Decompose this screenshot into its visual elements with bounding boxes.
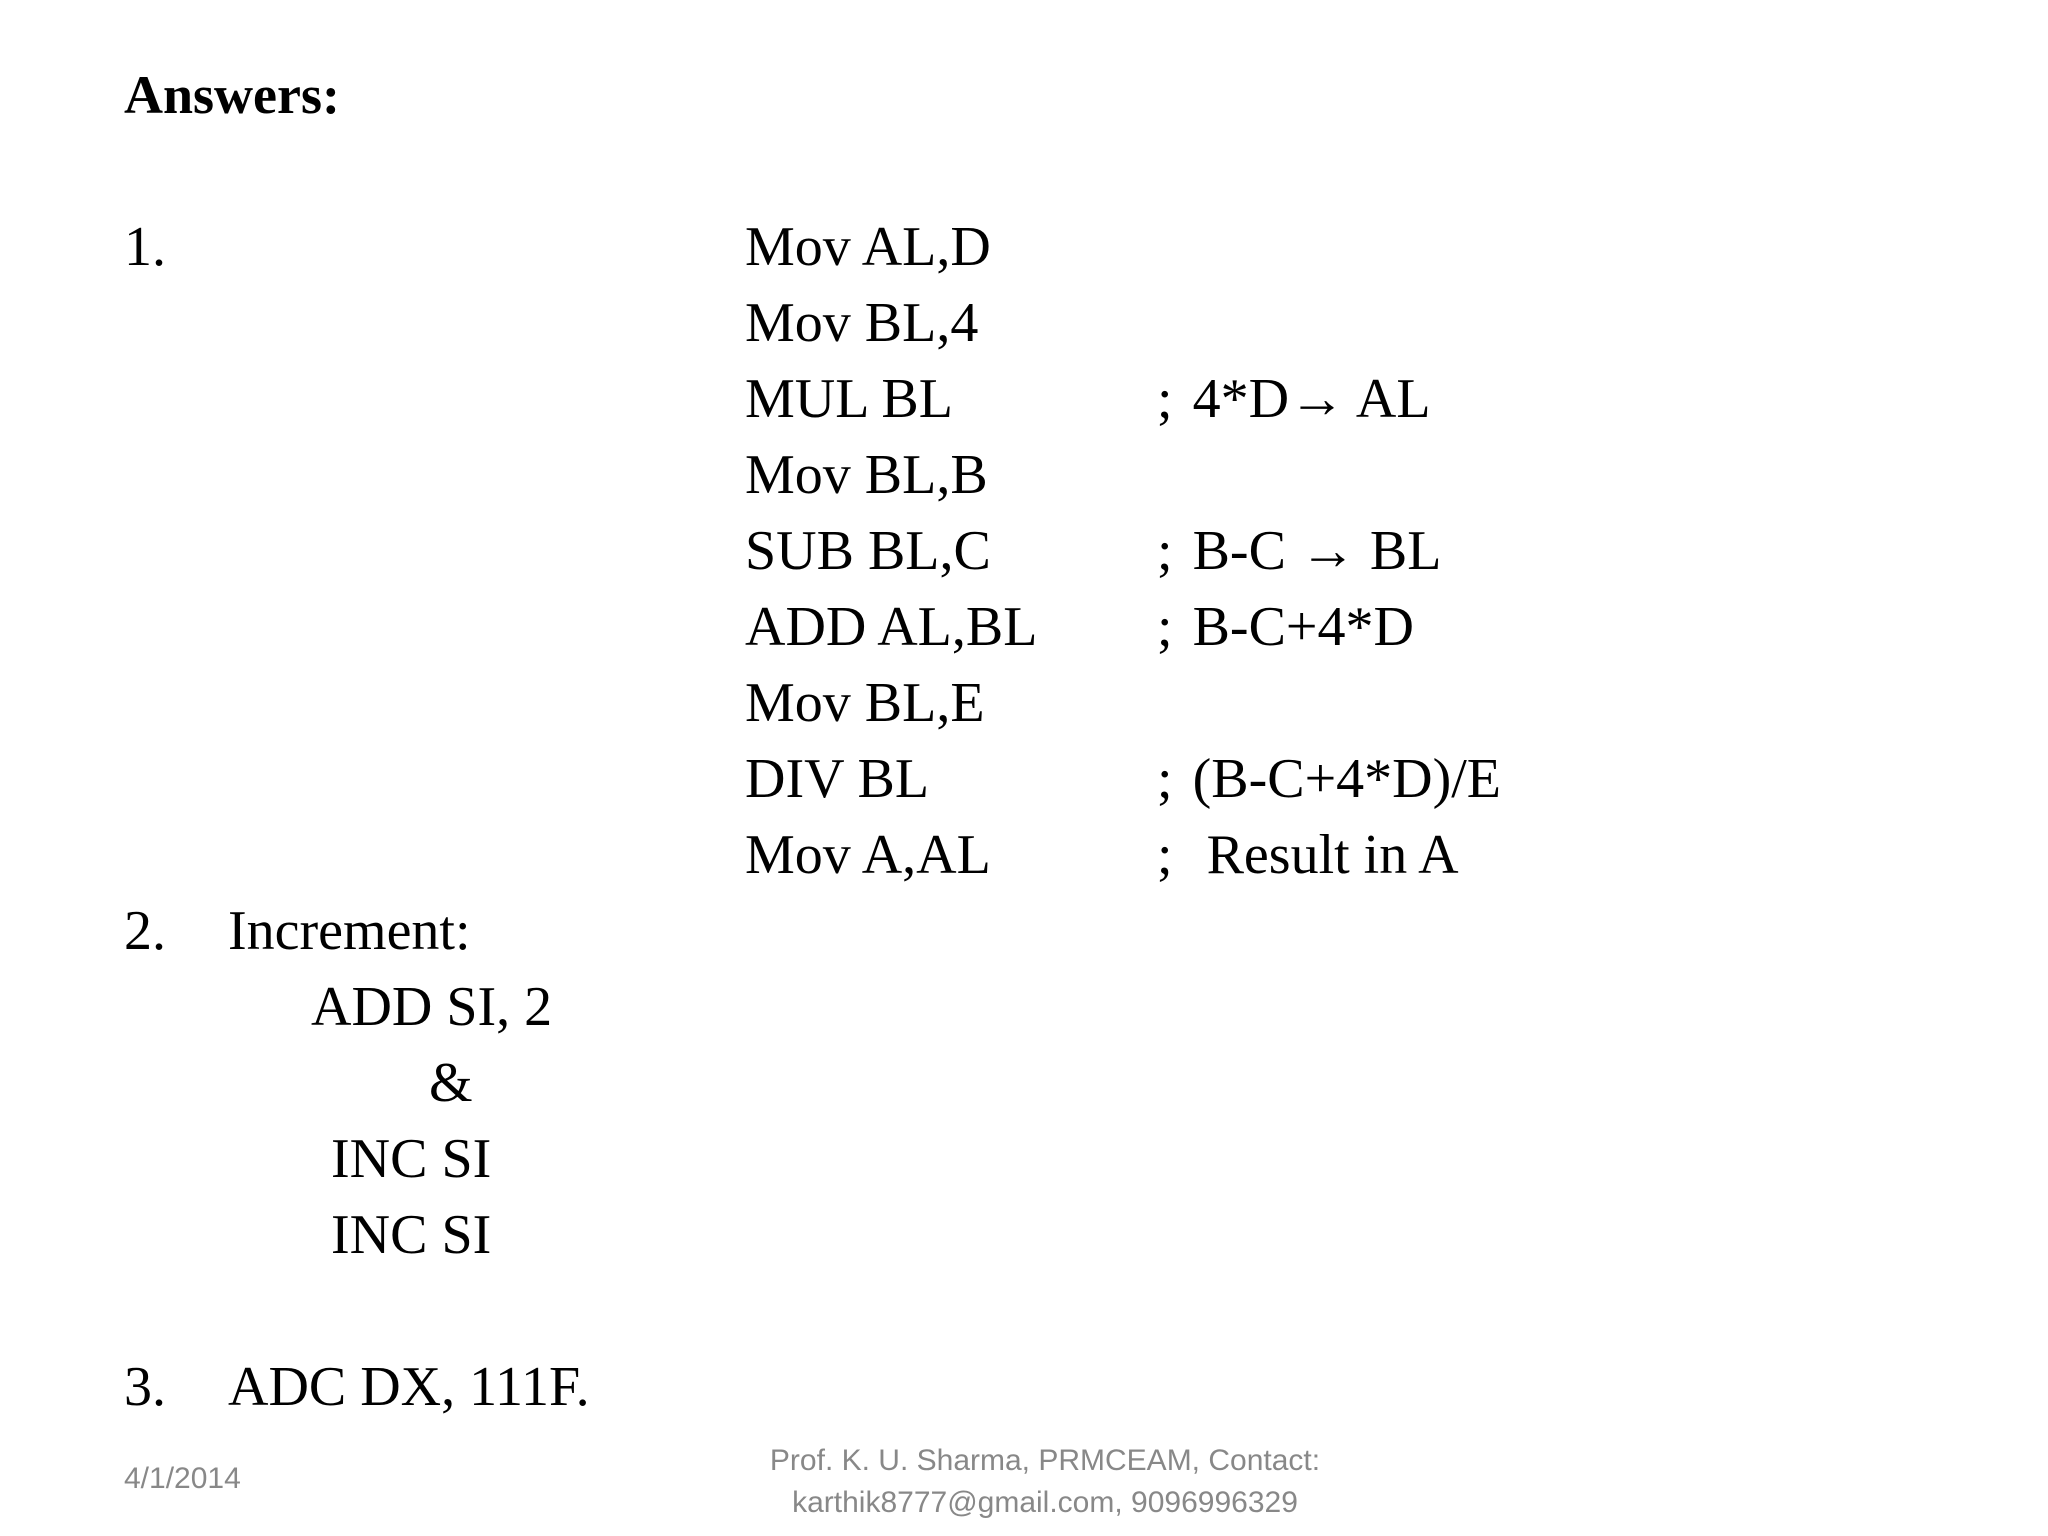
q1-number: 1. — [124, 216, 166, 278]
q2-instruction: INC SI — [331, 1128, 492, 1190]
q1-comment: ; B-C+4*D — [1157, 596, 1414, 658]
footer-date: 4/1/2014 — [124, 1462, 241, 1495]
q1-instruction: MUL BL — [745, 368, 953, 430]
q1-comment: ; 4*D→ AL — [1157, 368, 1431, 430]
q2-instruction: INC SI — [331, 1204, 492, 1266]
footer-credit-line: Prof. K. U. Sharma, PRMCEAM, Contact: — [769, 1444, 1321, 1477]
q3-text: ADC DX, 111F. — [228, 1356, 590, 1418]
q1-instruction: SUB BL,C — [745, 520, 991, 582]
footer-credit-line: karthik8777@gmail.com, 9096996329 — [792, 1486, 1298, 1519]
q1-instruction: Mov A,AL — [745, 824, 991, 886]
q1-instruction: Mov BL,E — [745, 672, 985, 734]
footer-credit — [540, 1440, 1550, 1524]
q2-instruction: ADD SI, 2 — [311, 976, 553, 1038]
q1-comment: ; B-C → BL — [1157, 520, 1442, 582]
slide-title: Answers: — [124, 65, 340, 125]
q1-instruction: Mov AL,D — [745, 216, 991, 278]
q2-number: 2. — [124, 900, 166, 962]
q1-instruction: Mov BL,4 — [745, 292, 979, 354]
q3-number: 3. — [124, 1356, 166, 1418]
q1-instruction: DIV BL — [745, 748, 930, 810]
q1-instruction: Mov BL,B — [745, 444, 988, 506]
q1-comment: ; Result in A — [1157, 824, 1459, 886]
q2-label: Increment: — [228, 900, 471, 962]
q1-comment: ; (B-C+4*D)/E — [1157, 748, 1501, 810]
q2-ampersand: & — [429, 1052, 473, 1114]
q1-instruction: ADD AL,BL — [745, 596, 1038, 658]
